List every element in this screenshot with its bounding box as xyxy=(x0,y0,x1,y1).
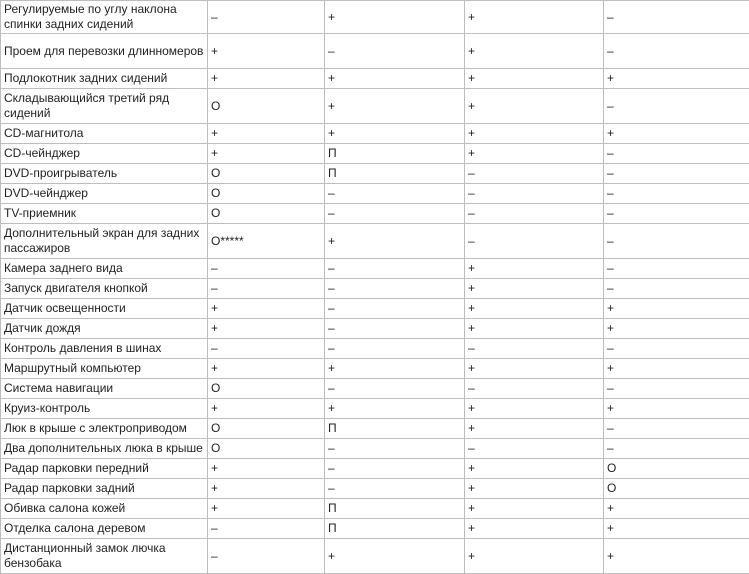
feature-cell: Обивка салона кожей xyxy=(1,499,208,519)
value-cell: + xyxy=(208,359,325,379)
feature-cell: CD-чейнджер xyxy=(1,144,208,164)
value-cell: + xyxy=(208,319,325,339)
value-cell: – xyxy=(604,204,749,224)
table-row xyxy=(1,89,749,124)
value-cell: – xyxy=(208,519,325,539)
value-cell: + xyxy=(465,69,604,89)
value-cell: – xyxy=(208,279,325,299)
value-cell: – xyxy=(604,1,749,34)
value-cell: – xyxy=(325,184,465,204)
table-row xyxy=(1,419,749,439)
value-cell: + xyxy=(208,399,325,419)
value-cell: + xyxy=(604,359,749,379)
feature-cell: Камера заднего вида xyxy=(1,259,208,279)
value-cell: + xyxy=(325,399,465,419)
feature-cell: Дополнительный экран для задних пассажиров xyxy=(1,224,208,259)
value-cell: – xyxy=(208,1,325,34)
value-cell: – xyxy=(325,279,465,299)
value-cell: + xyxy=(465,1,604,34)
table-row xyxy=(1,259,749,279)
value-cell: О xyxy=(208,419,325,439)
value-cell: – xyxy=(325,439,465,459)
feature-cell: Радар парковки задний xyxy=(1,479,208,499)
table-row xyxy=(1,279,749,299)
value-cell: + xyxy=(465,299,604,319)
value-cell: + xyxy=(465,259,604,279)
value-cell: + xyxy=(325,124,465,144)
table-row xyxy=(1,124,749,144)
value-cell: + xyxy=(604,124,749,144)
feature-cell: Подлокотник задних сидений xyxy=(1,69,208,89)
value-cell: П xyxy=(325,419,465,439)
table-row xyxy=(1,204,749,224)
value-cell: + xyxy=(604,319,749,339)
value-cell: – xyxy=(325,259,465,279)
feature-cell: Проем для перевозки длинномеров xyxy=(1,34,208,69)
table-row xyxy=(1,339,749,359)
value-cell: + xyxy=(604,69,749,89)
value-cell: + xyxy=(604,539,749,574)
value-cell: + xyxy=(465,144,604,164)
value-cell: – xyxy=(465,224,604,259)
value-cell: – xyxy=(465,164,604,184)
value-cell: – xyxy=(325,459,465,479)
value-cell: О xyxy=(208,379,325,399)
table-row xyxy=(1,539,749,574)
value-cell: О xyxy=(208,89,325,124)
table-row xyxy=(1,359,749,379)
value-cell: П xyxy=(325,144,465,164)
value-cell: – xyxy=(325,379,465,399)
value-cell: – xyxy=(325,34,465,69)
value-cell: + xyxy=(325,539,465,574)
value-cell: + xyxy=(465,34,604,69)
value-cell: – xyxy=(604,259,749,279)
value-cell: – xyxy=(465,204,604,224)
value-cell: – xyxy=(208,539,325,574)
table-body xyxy=(1,1,749,574)
value-cell: – xyxy=(604,439,749,459)
feature-cell: Система навигации xyxy=(1,379,208,399)
value-cell: О xyxy=(208,164,325,184)
table-row xyxy=(1,1,749,34)
value-cell: – xyxy=(208,339,325,359)
value-cell: + xyxy=(465,419,604,439)
value-cell: + xyxy=(465,279,604,299)
feature-cell: Круиз-контроль xyxy=(1,399,208,419)
value-cell: – xyxy=(604,339,749,359)
value-cell: + xyxy=(465,499,604,519)
value-cell: П xyxy=(325,499,465,519)
value-cell: – xyxy=(465,184,604,204)
value-cell: О xyxy=(604,459,749,479)
feature-cell: Радар парковки передний xyxy=(1,459,208,479)
value-cell: + xyxy=(208,124,325,144)
table-row xyxy=(1,299,749,319)
value-cell: – xyxy=(465,439,604,459)
value-cell: + xyxy=(208,299,325,319)
table-row xyxy=(1,379,749,399)
value-cell: + xyxy=(208,144,325,164)
value-cell: + xyxy=(325,89,465,124)
value-cell: – xyxy=(465,339,604,359)
table-row xyxy=(1,399,749,419)
value-cell: – xyxy=(325,479,465,499)
feature-cell: TV-приемник xyxy=(1,204,208,224)
table-row xyxy=(1,479,749,499)
value-cell: – xyxy=(325,319,465,339)
feature-cell: Запуск двигателя кнопкой xyxy=(1,279,208,299)
value-cell: + xyxy=(465,124,604,144)
value-cell: О***** xyxy=(208,224,325,259)
feature-cell: CD-магнитола xyxy=(1,124,208,144)
value-cell: О xyxy=(208,204,325,224)
value-cell: – xyxy=(325,204,465,224)
value-cell: + xyxy=(208,459,325,479)
value-cell: П xyxy=(325,164,465,184)
value-cell: + xyxy=(465,479,604,499)
value-cell: – xyxy=(604,224,749,259)
feature-cell: Люк в крыше с электроприводом xyxy=(1,419,208,439)
value-cell: + xyxy=(465,519,604,539)
value-cell: + xyxy=(604,519,749,539)
value-cell: – xyxy=(465,379,604,399)
value-cell: + xyxy=(325,1,465,34)
value-cell: О xyxy=(208,184,325,204)
feature-cell: Маршрутный компьютер xyxy=(1,359,208,379)
table-row xyxy=(1,184,749,204)
value-cell: О xyxy=(604,479,749,499)
value-cell: + xyxy=(325,69,465,89)
value-cell: – xyxy=(604,89,749,124)
table-row xyxy=(1,319,749,339)
value-cell: + xyxy=(208,499,325,519)
value-cell: + xyxy=(604,499,749,519)
table-row xyxy=(1,144,749,164)
table-row xyxy=(1,499,749,519)
table-row xyxy=(1,459,749,479)
value-cell: – xyxy=(604,184,749,204)
value-cell: + xyxy=(208,69,325,89)
table-row xyxy=(1,224,749,259)
value-cell: – xyxy=(604,34,749,69)
value-cell: О xyxy=(208,439,325,459)
value-cell: + xyxy=(465,539,604,574)
value-cell: + xyxy=(208,34,325,69)
feature-cell: Отделка салона деревом xyxy=(1,519,208,539)
value-cell: + xyxy=(465,359,604,379)
value-cell: + xyxy=(465,459,604,479)
feature-cell: Датчик дождя xyxy=(1,319,208,339)
table-row xyxy=(1,34,749,69)
table-row xyxy=(1,439,749,459)
feature-cell: Датчик освещенности xyxy=(1,299,208,319)
value-cell: + xyxy=(465,399,604,419)
value-cell: + xyxy=(604,399,749,419)
table-row xyxy=(1,69,749,89)
value-cell: – xyxy=(604,279,749,299)
feature-cell: Контроль давления в шинах xyxy=(1,339,208,359)
feature-cell: Дистанционный замок лючка бензобака xyxy=(1,539,208,574)
table-row xyxy=(1,519,749,539)
feature-cell: DVD-чейнджер xyxy=(1,184,208,204)
value-cell: – xyxy=(604,379,749,399)
table-row xyxy=(1,164,749,184)
value-cell: + xyxy=(604,299,749,319)
value-cell: + xyxy=(325,359,465,379)
value-cell: – xyxy=(604,419,749,439)
value-cell: – xyxy=(604,144,749,164)
value-cell: – xyxy=(604,164,749,184)
feature-cell: DVD-проигрыватель xyxy=(1,164,208,184)
value-cell: + xyxy=(325,224,465,259)
feature-cell: Регулируемые по углу наклона спинки задних сидений xyxy=(1,1,208,34)
value-cell: – xyxy=(208,259,325,279)
value-cell: П xyxy=(325,519,465,539)
value-cell: + xyxy=(465,319,604,339)
value-cell: + xyxy=(465,89,604,124)
value-cell: – xyxy=(325,339,465,359)
value-cell: – xyxy=(325,299,465,319)
feature-cell: Два дополнительных люка в крыше xyxy=(1,439,208,459)
feature-cell: Складывающийся третий ряд сидений xyxy=(1,89,208,124)
value-cell: + xyxy=(208,479,325,499)
